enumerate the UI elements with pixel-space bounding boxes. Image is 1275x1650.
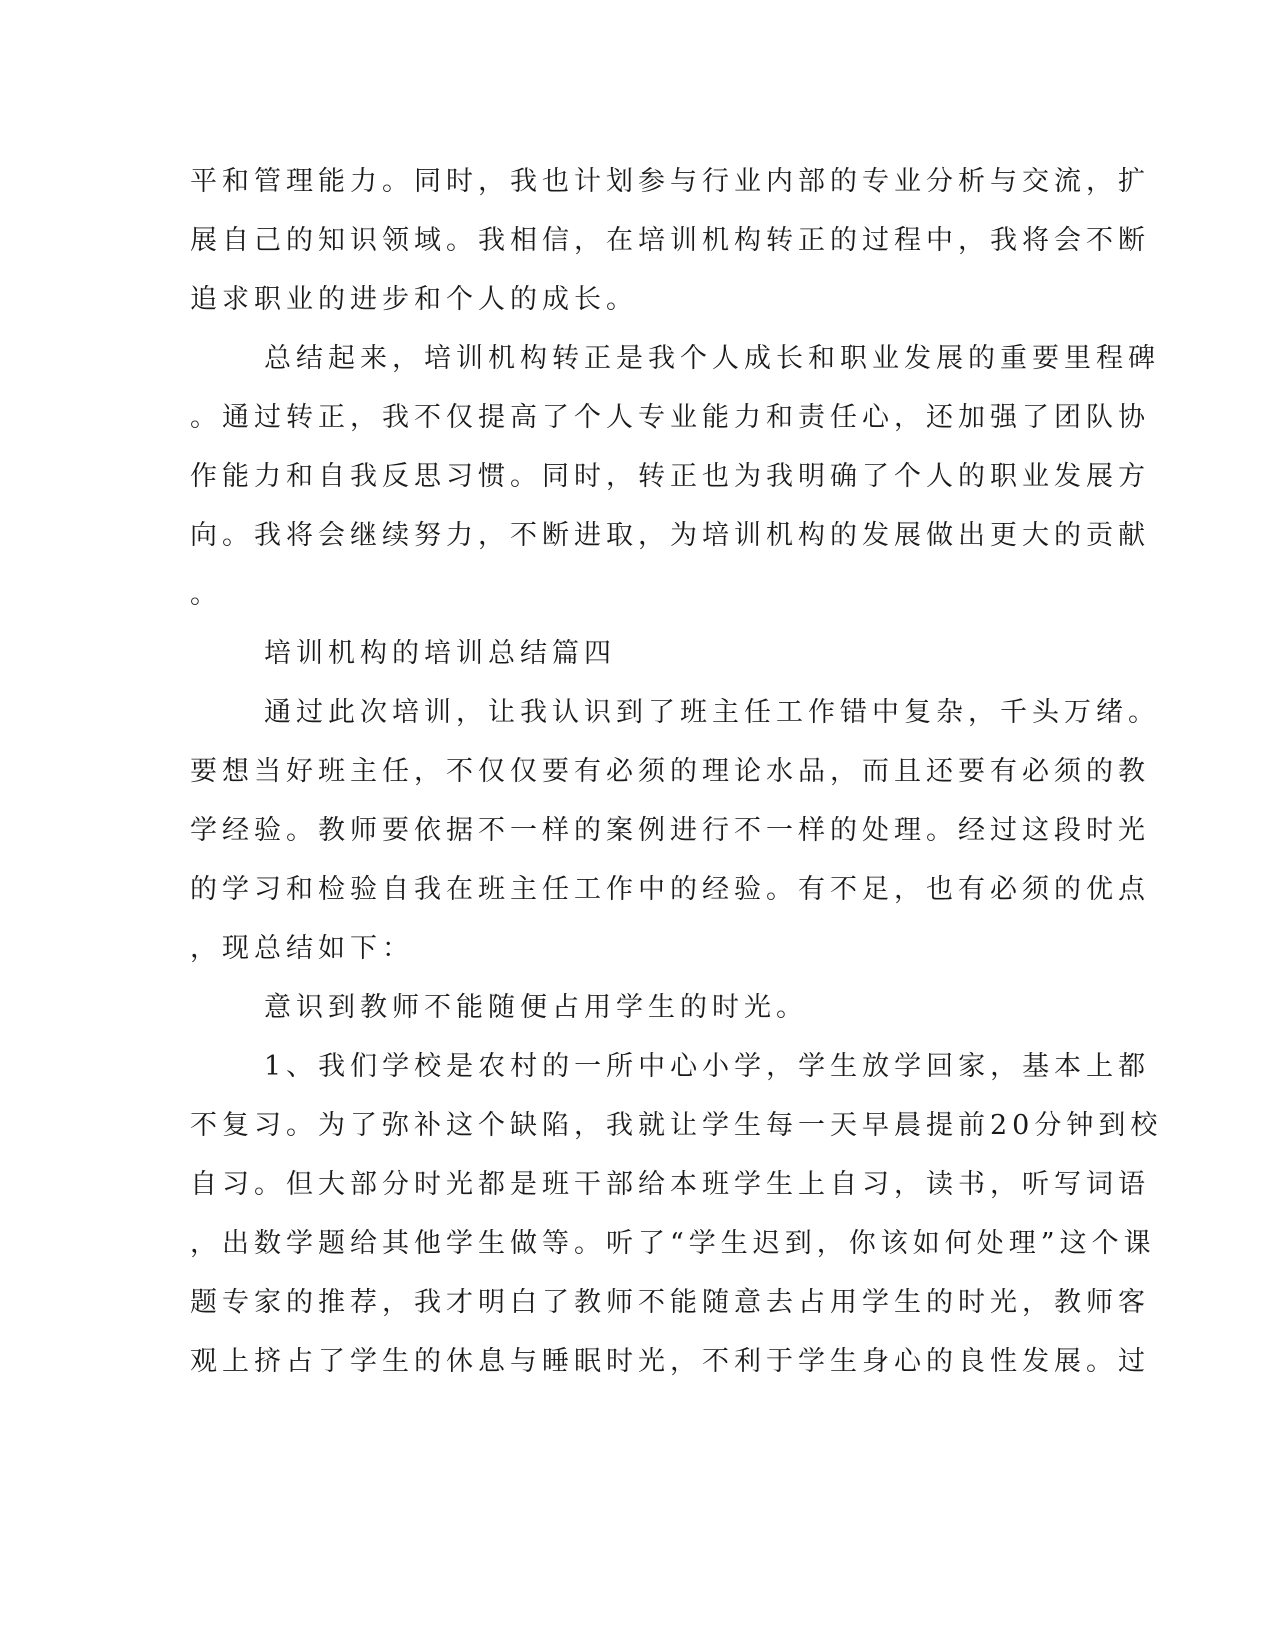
text-line: 题专家的推荐，我才明白了教师不能随意去占用学生的时光，教师客: [190, 1287, 1150, 1318]
text-line: 要想当好班主任，不仅仅要有必须的理论水品，而且还要有必须的教: [190, 756, 1150, 787]
text-line: 的学习和检验自我在班主任工作中的经验。有不足，也有必须的优点: [190, 874, 1150, 905]
text-line: 平和管理能力。同时，我也计划参与行业内部的专业分析与交流，扩: [190, 166, 1150, 197]
text-line: 观上挤占了学生的休息与睡眠时光，不利于学生身心的良性发展。过: [190, 1346, 1150, 1377]
section-heading: 培训机构的培训总结篇四: [264, 638, 616, 669]
text-line: 作能力和自我反思习惯。同时，转正也为我明确了个人的职业发展方: [190, 461, 1150, 492]
text-line: 追求职业的进步和个人的成长。: [190, 284, 638, 315]
text-line: 。通过转正，我不仅提高了个人专业能力和责任心，还加强了团队协: [190, 402, 1150, 433]
text-line: 向。我将会继续努力，不断进取，为培训机构的发展做出更大的贡献: [190, 520, 1150, 551]
text-line: 自习。但大部分时光都是班干部给本班学生上自习，读书，听写词语: [190, 1169, 1150, 1200]
text-line: ，现总结如下：: [190, 933, 414, 964]
paragraph-first-line: 意识到教师不能随便占用学生的时光。: [264, 992, 808, 1023]
text-line: 学经验。教师要依据不一样的案例进行不一样的处理。经过这段时光: [190, 815, 1150, 846]
paragraph-first-line: 总结起来，培训机构转正是我个人成长和职业发展的重要里程碑: [264, 343, 1160, 374]
paragraph-first-line: 通过此次培训，让我认识到了班主任工作错中复杂，千头万绪。: [264, 697, 1160, 728]
paragraph-first-line: 1、我们学校是农村的一所中心小学，学生放学回家，基本上都: [264, 1051, 1151, 1082]
text-line: 不复习。为了弥补这个缺陷，我就让学生每一天早晨提前20分钟到校: [190, 1110, 1163, 1141]
text-line: 展自己的知识领域。我相信，在培训机构转正的过程中，我将会不断: [190, 225, 1150, 256]
text-line: ，出数学题给其他学生做等。听了“学生迟到，你该如何处理”这个课: [190, 1228, 1156, 1259]
text-line: 。: [190, 579, 222, 610]
